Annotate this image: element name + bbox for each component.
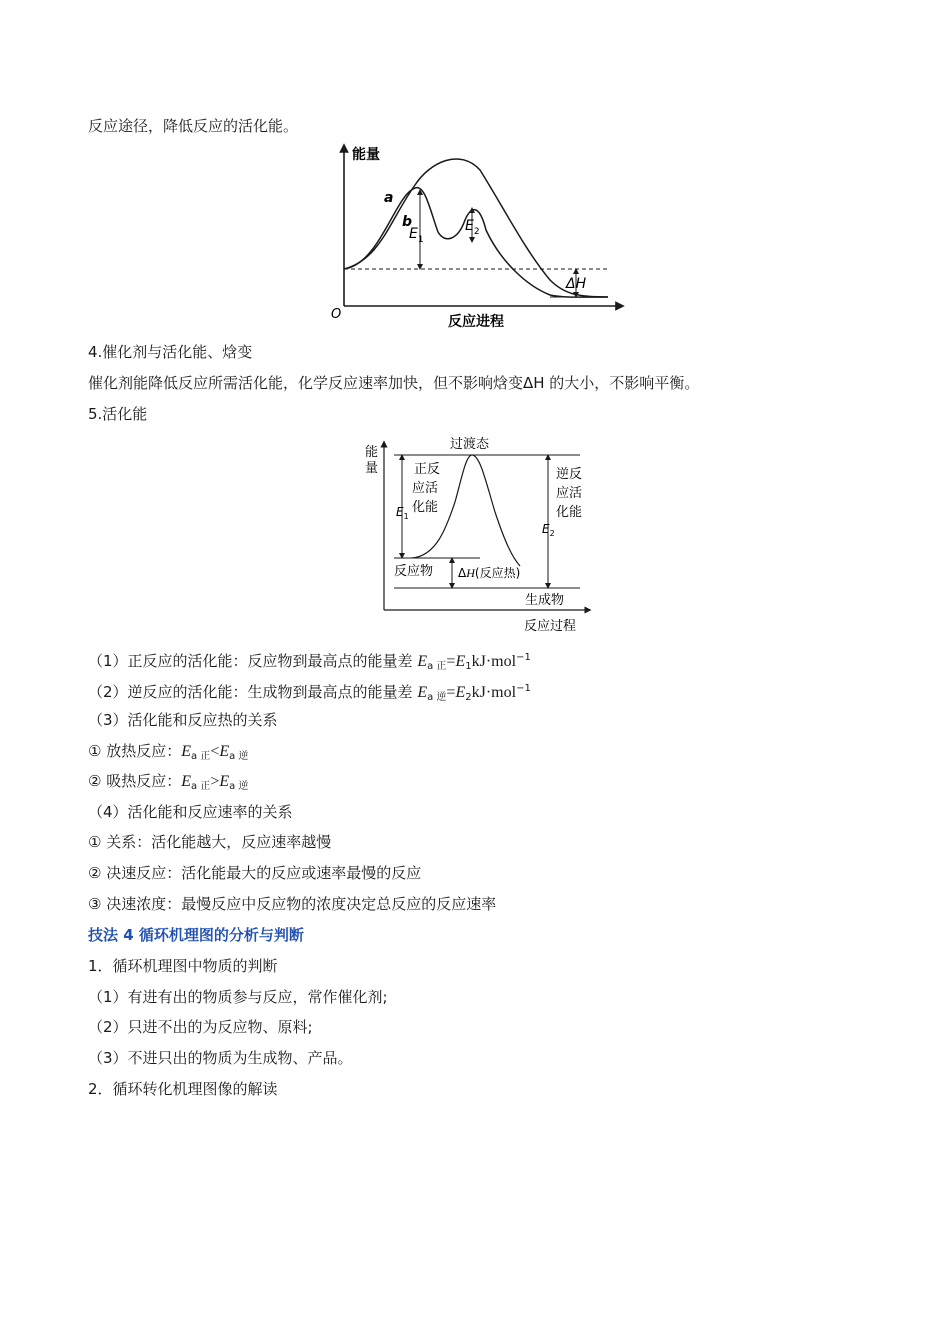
point-3: （3）活化能和反应热的关系 xyxy=(88,711,278,729)
section-4-text: 催化剂能降低反应所需活化能，化学反应速率加快，但不影响焓变ΔH 的大小，不影响平衡。 xyxy=(88,374,700,392)
fwd-activation-1: 正反 xyxy=(414,462,441,477)
cycle-1a: （1）有进有出的物质参与反应，常作催化剂; xyxy=(88,988,388,1006)
x-axis-label: 反应进程 xyxy=(448,314,504,330)
transition-state-label: 过渡态 xyxy=(450,437,490,452)
product-label: 生成物 xyxy=(525,593,565,608)
point-4b: ② 决速反应：活化能最大的反应或速率最慢的反应 xyxy=(88,864,422,882)
dh-label: ΔH(反应热) xyxy=(458,566,521,580)
reactant-label: 反应物 xyxy=(394,564,434,579)
activation-energy-diagram xyxy=(360,432,600,637)
section-5-title: 5.活化能 xyxy=(88,405,148,423)
cycle-1c: （3）不进只出的物质为生成物、产品。 xyxy=(88,1049,353,1067)
x-axis-label: 反应过程 xyxy=(524,619,577,634)
dh-label: ΔH xyxy=(566,276,587,292)
curve-b-label: b xyxy=(402,214,413,230)
y-axis-label-1: 能 xyxy=(365,445,379,460)
y-axis-label-2: 量 xyxy=(365,461,379,476)
e2-label: $E_2$ xyxy=(542,522,555,538)
e2-label: $E_2$ xyxy=(465,218,480,237)
skill-4-title: 技法 4 循环机理图的分析与判断 xyxy=(88,926,304,944)
point-1: （1）正反应的活化能：反应物到最高点的能量差 $E_{a 正}=E_1kJ\cdot mol^{-1}$ xyxy=(88,652,531,672)
point-3a: ① 放热反应：$E_{a 正}<E_{a 逆}$ xyxy=(88,742,249,762)
cycle-1: 1．循环机理图中物质的判断 xyxy=(88,957,278,975)
rev-activation-3: 化能 xyxy=(556,505,583,520)
cycle-1b: （2）只进不出的为反应物、原料; xyxy=(88,1018,313,1036)
fwd-activation-2: 应活 xyxy=(412,481,439,496)
fwd-activation-3: 化能 xyxy=(412,500,439,515)
origin-label: O xyxy=(331,307,342,322)
curve-a-label: a xyxy=(384,190,394,206)
rev-activation-1: 逆反 xyxy=(556,467,583,482)
point-4a: ① 关系：活化能越大，反应速率越慢 xyxy=(88,833,332,851)
cycle-2: 2．循环转化机理图像的解读 xyxy=(88,1080,278,1098)
point-4c: ③ 决速浓度：最慢反应中反应物的浓度决定总反应的反应速率 xyxy=(88,895,497,913)
point-2: （2）逆反应的活化能：生成物到最高点的能量差 $E_{a 逆}=E_2kJ\cdot mol^{-1}$ xyxy=(88,683,531,703)
e1-label: $E_1$ xyxy=(409,226,424,245)
point-4: （4）活化能和反应速率的关系 xyxy=(88,803,293,821)
intro-line: 反应途径，降低反应的活化能。 xyxy=(88,117,299,135)
rev-activation-2: 应活 xyxy=(556,486,583,501)
section-4-title: 4.催化剂与活化能、焓变 xyxy=(88,343,253,361)
y-axis-label: 能量 xyxy=(352,147,380,163)
point-3b: ② 吸热反应：$E_{a 正}>E_{a 逆}$ xyxy=(88,772,249,792)
e1-label: $E_1$ xyxy=(396,505,409,521)
energy-diagram-catalyst xyxy=(320,140,630,335)
